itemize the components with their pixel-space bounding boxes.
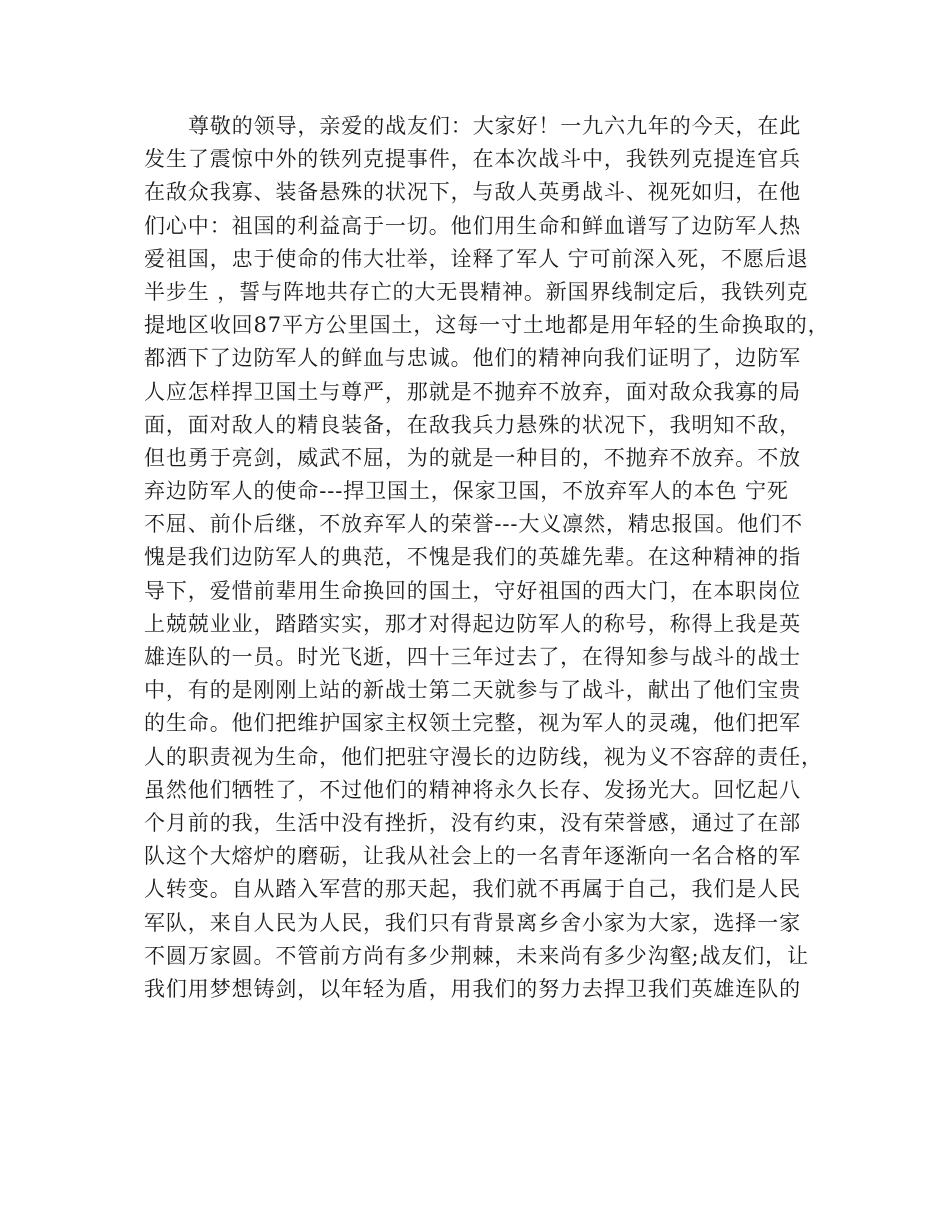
text-line: 的生命。他们把维护国家主权领土完整，视为军人的灵魂，他们把军	[144, 711, 801, 736]
text-line: 弃边防军人的使命---捍卫国土，保家卫国，不放弃军人的本色 宁死	[144, 479, 789, 504]
text-line: 队这个大熔炉的磨砺，让我从社会上的一名青年逐渐向一名合格的军	[144, 844, 801, 869]
text-line: 半步生 ，誓与阵地共存亡的大无畏精神。新国界线制定后，我铁列克	[144, 279, 809, 304]
text-line: 军队，来自人民为人民，我们只有背景离乡舍小家为大家，选择一家	[144, 910, 801, 935]
text-line: 面，面对敌人的精良装备，在敌我兵力悬殊的状况下，我明知不敌，	[144, 412, 801, 437]
text-line: 人应怎样捍卫国土与尊严，那就是不抛弃不放弃，面对敌众我寡的局	[144, 379, 801, 404]
text-line: 在敌众我寡、装备悬殊的状况下，与敌人英勇战斗、视死如归，在他	[144, 180, 801, 205]
text-line: 个月前的我，生活中没有挫折，没有约束，没有荣誉感，通过了在部	[144, 810, 801, 835]
text-line: 们心中：祖国的利益高于一切。他们用生命和鲜血谱写了边防军人热	[144, 213, 801, 238]
text-line: 发生了震惊中外的铁列克提事件，在本次战斗中，我铁列克提连官兵	[144, 147, 801, 172]
speech-paragraph	[144, 110, 830, 1006]
text-line: 尊敬的领导，亲爱的战友们：大家好！一九六九年的今天，在此	[188, 114, 802, 138]
text-line: 不屈、前仆后继，不放弃军人的荣誉---大义凛然，精忠报国。他们不	[144, 512, 804, 537]
text-line: 人的职责视为生命，他们把驻守漫长的边防线，视为义不容辞的责任，	[144, 744, 823, 769]
text-line: 我们用梦想铸剑，以年轻为盾，用我们的努力去捍卫我们英雄连队的	[144, 976, 801, 1001]
text-line: 中，有的是刚刚上站的新战士第二天就参与了战斗，献出了他们宝贵	[144, 678, 801, 703]
text-line: 爱祖国，忠于使命的伟大壮举，诠释了军人 宁可前深入死，不愿后退	[144, 246, 809, 271]
text-line: 虽然他们牺牲了，不过他们的精神将永久长存、发扬光大。回忆起八	[144, 777, 801, 802]
text-line: 愧是我们边防军人的典范，不愧是我们的英雄先辈。在这种精神的指	[144, 545, 801, 570]
text-line: 上兢兢业业，踏踏实实，那才对得起边防军人的称号，称得上我是英	[144, 611, 801, 636]
text-line: 雄连队的一员。时光飞逝，四十三年过去了，在得知参与战斗的战士	[144, 645, 801, 669]
text-line: 都洒下了边防军人的鲜血与忠诚。他们的精神向我们证明了，边防军	[144, 346, 801, 371]
text-line: 但也勇于亮剑，威武不屈，为的就是一种目的，不抛弃不放弃。不放	[144, 445, 801, 470]
text-line: 导下，爱惜前辈用生命换回的国土，守好祖国的西大门，在本职岗位	[144, 578, 801, 603]
text-line: 不圆万家圆。不管前方尚有多少荆棘，未来尚有多少沟壑;战友们，让	[144, 943, 809, 968]
text-line: 提地区收回87平方公里国土，这每一寸土地都是用年轻的生命换取的，	[144, 313, 830, 338]
text-line: 人转变。自从踏入军营的那天起，我们就不再属于自己，我们是人民	[144, 877, 801, 902]
